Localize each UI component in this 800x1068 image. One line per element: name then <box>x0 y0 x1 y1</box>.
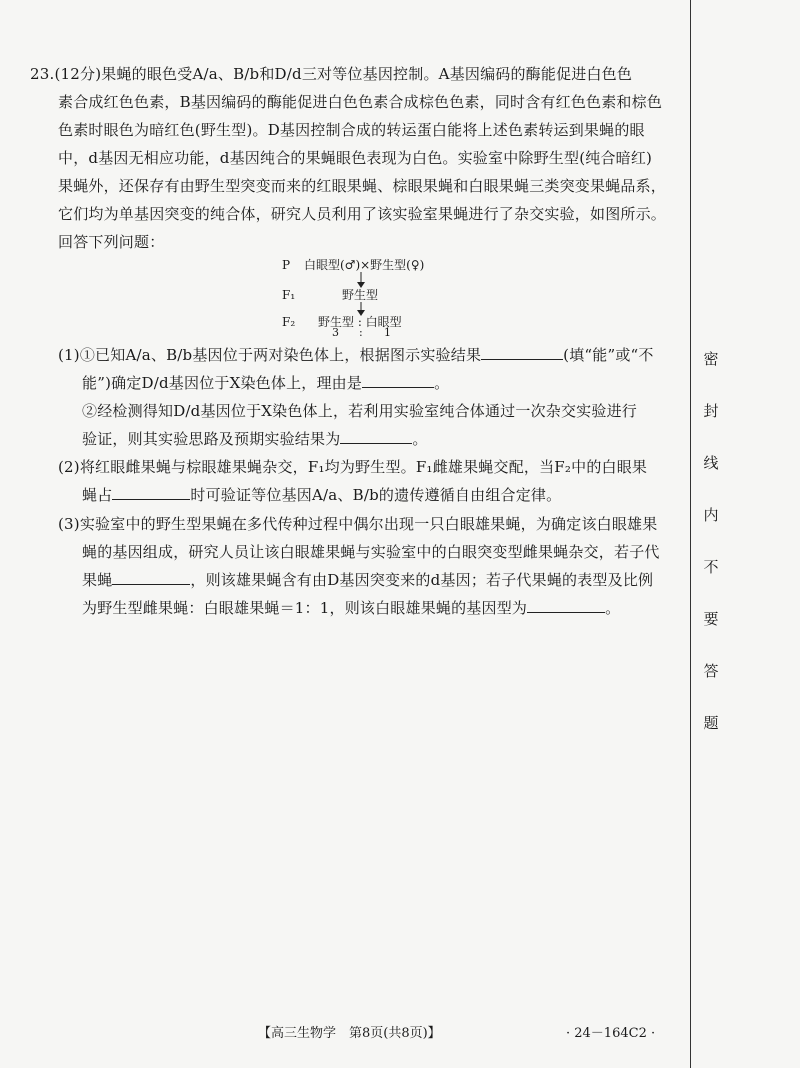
answer-blank-3[interactable] <box>340 429 412 444</box>
page-footer-code: · 24－164C2 · <box>566 1026 656 1041</box>
arrow-f1-to-f2 <box>356 302 366 316</box>
part2-line-1: (2)将红眼雌果蝇与棕眼雄果蝇杂交，F₁均为野生型。F₁雌雄果蝇交配，当F₂中的白眼果 <box>58 458 648 476</box>
seal-char-8: 题 <box>703 714 719 732</box>
f2-ratio-left: 3 <box>332 326 339 339</box>
part3-line-3-tail: ，则该雄果蝇含有由D基因突变来的d基因；若子代果蝇的表型及比例 <box>190 571 654 589</box>
part1-line-2 <box>82 371 449 395</box>
part3-line-3 <box>82 568 653 592</box>
question-intro-line-5: 果蝇外，还保存有由野生型突变而来的红眼果蝇、棕眼果蝇和白眼果蝇三类突变果蝇品系， <box>58 177 667 195</box>
question-intro-line-3: 色素时眼色为暗红色(野生型)。D基因控制合成的转运蛋白能将上述色素转运到果蝇的眼 <box>58 121 645 139</box>
answer-blank-6[interactable] <box>527 598 605 613</box>
part3-line-4 <box>82 596 620 620</box>
f1-result: 野生型 <box>342 288 379 302</box>
seal-char-4: 内 <box>703 506 719 524</box>
part2-line-2-text: 蝇占 <box>82 486 113 504</box>
seal-char-6: 要 <box>703 610 719 628</box>
seal-char-1: 密 <box>703 350 719 368</box>
question-intro-line-1: 23.(12分)果蝇的眼色受A/a、B/b和D/d三对等位基因控制。A基因编码的酶能促进白色色 <box>30 65 633 83</box>
part1-line-3: ②经检测得知D/d基因位于X染色体上，若利用实验室纯合体通过一次杂交实验进行 <box>82 402 637 420</box>
question-intro-line-6: 它们均为单基因突变的纯合体，研究人员利用了该实验室果蝇进行了杂交实验，如图所示。 <box>58 205 667 223</box>
part1-line-2-text: 能”)确定D/d基因位于X染色体上，理由是 <box>82 374 363 392</box>
f2-ratio-separator: : <box>359 326 363 339</box>
page-footer-title: 【高三生物学 第8页(共8页)】 <box>258 1026 441 1041</box>
part2-line-2 <box>82 483 561 507</box>
seal-char-3: 线 <box>703 454 719 472</box>
question-intro-line-4: 中，d基因无相应功能，d基因纯合的果蝇眼色表现为白色。实验室中除野生型(纯合暗红) <box>58 149 653 167</box>
answer-blank-5[interactable] <box>112 570 190 585</box>
seal-char-2: 封 <box>703 402 719 420</box>
cross-diagram <box>280 256 440 340</box>
question-intro-line-2: 素合成红色色素，B基因编码的酶能促进白色色素合成棕色色素，同时含有红色色素和棕色 <box>58 93 663 111</box>
part1-line-1-tail: (填“能”或“不 <box>563 346 654 364</box>
arrow-p-to-f1 <box>356 272 366 288</box>
seal-char-5: 不 <box>703 558 719 576</box>
generation-p-label: P <box>282 258 291 272</box>
part2-line-2-tail: 时可验证等位基因A/a、B/b的遗传遵循自由组合定律。 <box>190 486 562 504</box>
seal-line <box>690 0 691 1068</box>
part1-line-2-tail: 。 <box>434 374 450 392</box>
p-cross-text: 白眼型(♂)×野生型(♀) <box>304 258 425 272</box>
answer-blank-4[interactable] <box>112 485 190 500</box>
seal-char-7: 答 <box>703 662 719 680</box>
part3-line-4-text: 为野生型雌果蝇：白眼雄果蝇＝1：1，则该白眼雄果蝇的基因型为 <box>82 599 528 617</box>
part3-line-3-text: 果蝇 <box>82 571 113 589</box>
f2-ratio-right: 1 <box>384 326 391 339</box>
part1-line-4-text: 验证，则其实验思路及预期实验结果为 <box>82 430 341 448</box>
f2-result: 野生型 : 白眼型 <box>318 315 402 329</box>
part3-line-4-tail: 。 <box>605 599 621 617</box>
part1-line-4-tail: 。 <box>412 430 428 448</box>
answer-blank-1[interactable] <box>481 345 563 360</box>
answer-blank-2[interactable] <box>362 373 434 388</box>
part3-line-1: (3)实验室中的野生型果蝇在多代传种过程中偶尔出现一只白眼雄果蝇，为确定该白眼雄果 <box>58 515 658 533</box>
part1-line-1-text: (1)①已知A/a、B/b基因位于两对染色体上，根据图示实验结果 <box>58 346 482 364</box>
part1-line-4 <box>82 427 428 451</box>
generation-f1-label: F₁ <box>282 288 296 302</box>
part3-line-2: 蝇的基因组成，研究人员让该白眼雄果蝇与实验室中的白眼突变型雌果蝇杂交，若子代 <box>82 543 660 561</box>
part1-line-1 <box>58 343 654 367</box>
generation-f2-label: F₂ <box>282 315 296 329</box>
question-intro-line-7: 回答下列问题： <box>58 233 165 251</box>
